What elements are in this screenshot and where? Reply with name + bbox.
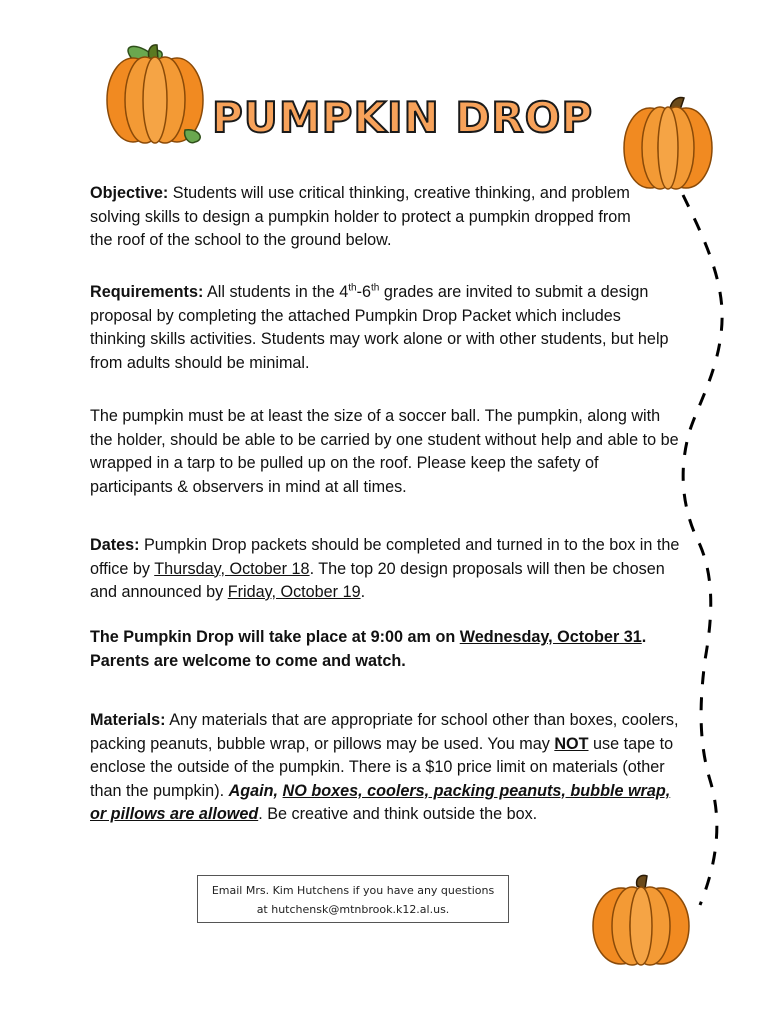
materials-text-3: . Be creative and think outside the box. <box>258 805 538 823</box>
event-paragraph <box>90 626 680 673</box>
again-emphasis: Again, <box>228 781 283 800</box>
contact-email[interactable]: at hutchensk@mtnbrook.k12.al.us. <box>256 903 450 916</box>
contact-box <box>197 875 509 923</box>
objective-label: Objective: <box>90 184 169 202</box>
submission-date: Thursday, October 18 <box>154 559 310 578</box>
objective-paragraph <box>90 182 650 253</box>
page-title: PUMPKIN DROP <box>212 93 594 142</box>
requirements-paragraph <box>90 281 670 375</box>
dates-text-1: Pumpkin Drop packets should be completed and turned in to the box in the office by <box>90 536 680 578</box>
materials-text-2: use tape to enclose the outside of the pumpkin. There is a $10 price limit on materials (other than the pumpkin). <box>90 734 674 800</box>
prohibited-items: NO boxes, coolers, packing peanuts, bubble wrap, or pillows are allowed <box>90 781 671 823</box>
pumpkin-icon <box>107 45 203 143</box>
materials-text-1: Any materials that are appropriate for school other than boxes, coolers, packing peanuts, bubble wrap, or pillows may be used. You may <box>90 711 679 753</box>
dates-label: Dates: <box>90 536 140 554</box>
requirements-sup-1: th <box>348 282 357 294</box>
dates-paragraph <box>90 534 690 605</box>
materials-paragraph <box>90 709 690 827</box>
size-rules-paragraph: The pumpkin must be at least the size of a soccer ball. The pumpkin, along with the holder, should be able to be carried by one student without help and able to be wrapped in a tarp to be pulled up on the roof. Please keep the safety of participants & observers in mind at all times. <box>90 407 679 496</box>
objective-text: Students will use critical thinking, creative thinking, and problem solving skills to design a pumpkin holder to protect a pumpkin dropped from the roof of the school to the ground below. <box>90 184 631 249</box>
contact-line-1: Email Mrs. Kim Hutchens if you have any questions <box>211 884 495 897</box>
requirements-text-2: -6 <box>356 283 371 301</box>
requirements-sup-2: th <box>370 282 380 294</box>
requirements-text-1: All students in the 4 <box>206 283 349 301</box>
event-text-1: The Pumpkin Drop will take place at 9:00 am on <box>90 628 460 646</box>
not-emphasis: NOT <box>554 734 589 753</box>
dates-text-2: . The top 20 design proposals will then be chosen and announced by <box>90 559 665 601</box>
event-date: Wednesday, October 31 <box>459 628 642 646</box>
pumpkin-icon <box>593 875 689 965</box>
pumpkin-icon <box>624 97 712 189</box>
dates-text-3: . <box>360 583 366 601</box>
materials-label: Materials: <box>90 711 166 729</box>
requirements-label: Requirements: <box>90 283 204 301</box>
requirements-text-3: grades are invited to submit a design proposal by completing the attached Pumpkin Drop Packet which includes thinking skills activities. Students may work alone or with other students, but help from adults should be minimal. <box>90 283 669 372</box>
announcement-date: Friday, October 19 <box>227 583 361 601</box>
event-text-2: . Parents are welcome to come and watch. <box>90 628 647 670</box>
